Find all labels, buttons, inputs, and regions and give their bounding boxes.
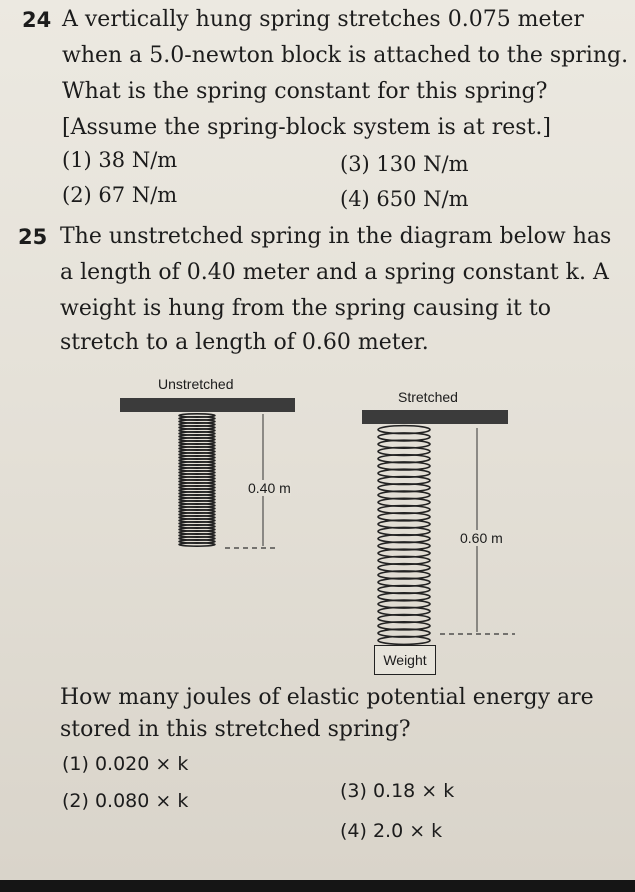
bottom-edge bbox=[0, 880, 635, 892]
stretched-spring bbox=[378, 426, 430, 645]
question-24-option-3: (3) 130 N/m bbox=[340, 152, 469, 176]
question-24-line-2: when a 5.0-newton block is attached to the spring. bbox=[62, 43, 629, 68]
question-25-prompt-line-1: How many joules of elastic potential energy are bbox=[60, 685, 594, 710]
question-24-option-4: (4) 650 N/m bbox=[340, 187, 469, 211]
stretched-length-label: 0.60 m bbox=[460, 530, 503, 546]
question-25-prompt-line-2: stored in this stretched spring? bbox=[60, 717, 411, 742]
question-24-number: 24 bbox=[22, 8, 52, 32]
weight-block: Weight bbox=[374, 645, 436, 675]
question-25-option-2: (2) 0.080 × k bbox=[62, 790, 189, 812]
question-24-line-4: [Assume the spring-block system is at rest.] bbox=[62, 115, 551, 140]
question-25-line-4: stretch to a length of 0.60 meter. bbox=[60, 330, 429, 355]
stretched-label: Stretched bbox=[398, 389, 458, 405]
question-25-number: 25 bbox=[18, 225, 48, 249]
question-25-line-2: a length of 0.40 meter and a spring constant k. A bbox=[60, 260, 609, 285]
question-24-option-1: (1) 38 N/m bbox=[62, 148, 178, 172]
question-24-line-3: What is the spring constant for this spring? bbox=[62, 79, 548, 104]
unstretched-spring bbox=[179, 414, 215, 546]
unstretched-length-label: 0.40 m bbox=[248, 480, 291, 496]
spring-coil bbox=[179, 543, 215, 546]
question-25-line-3: weight is hung from the spring causing it to bbox=[60, 296, 551, 321]
question-25-line-1: The unstretched spring in the diagram below has bbox=[60, 224, 612, 249]
question-25-option-4: (4) 2.0 × k bbox=[340, 820, 443, 842]
question-24-line-1: A vertically hung spring stretches 0.075 meter bbox=[62, 7, 584, 32]
question-24-option-2: (2) 67 N/m bbox=[62, 183, 178, 207]
question-25-option-1: (1) 0.020 × k bbox=[62, 753, 189, 775]
unstretched-label: Unstretched bbox=[158, 376, 234, 392]
question-25-option-3: (3) 0.18 × k bbox=[340, 780, 455, 802]
